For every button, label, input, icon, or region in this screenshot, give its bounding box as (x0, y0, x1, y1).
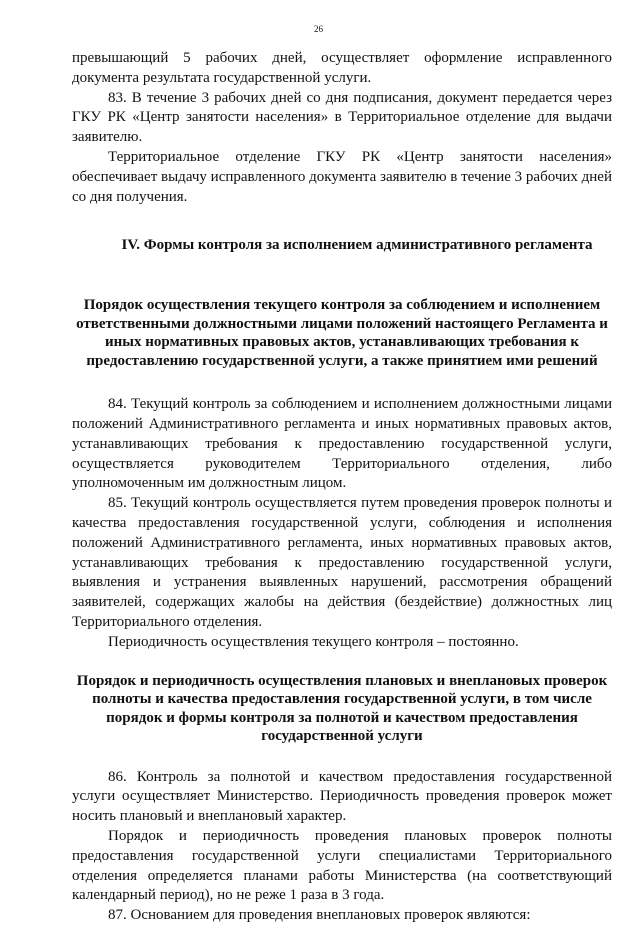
paragraph-periodicity: Периодичность осуществления текущего контроля – постоянно. (108, 633, 519, 650)
paragraph-84: 84. Текущий контроль за соблюдением и исполнением должностными лицами положений Административного регламента и иных нормативных правовых актов, устанавливающих требования к предоставлению государственной услуги, осуществляется руководителем Территориального отделения, либо уполномоченным им должностным лицом. (72, 396, 612, 492)
paragraph-87: 87. Основанием для проведения внеплановых проверок являются: (108, 907, 531, 924)
paragraph-85: 85. Текущий контроль осуществляется путем проведения проверок полноты и качества предоставления государственной услуги, соблюдения и исполнения положений Административного регламента, иных нормативных правовых актов, устанавливающих требования к предоставлению государственной услуги, выявления и устранения выявленных нарушений, рассмотрения обращений заявителей, содержащих жалобы на действия (бездействие) должностных лиц Территориального отделения. (72, 495, 612, 630)
subsection-title-inspections: Порядок и периодичность осуществления плановых и внеплановых проверок полноты и качества предоставления государственной услуги, в том числе порядок и формы контроля за полнотой и качеством предоставления государственной услуги (76, 672, 608, 745)
page-number: 26 (314, 24, 323, 34)
paragraph-planned-inspections: Порядок и периодичность проведения плановых проверок полноты предоставления государственной услуги специалистами Территориального отделения определяется планами работы Министерства (на соответствующий календарный период), но не реже 1 раза в 3 года. (72, 827, 612, 904)
paragraph-territorial-office: Территориальное отделение ГКУ РК «Центр занятости населения» обеспечивает выдачу исправленного документа заявителю в течение 3 рабочих дней со дня получения. (72, 148, 612, 205)
section-title: IV. Формы контроля за исполнением административного регламента (121, 237, 593, 254)
document-body (72, 49, 612, 926)
paragraph-86: 86. Контроль за полнотой и качеством предоставления государственной услуги осуществляет Министерство. Периодичность проведения проверок может носить плановый и внеплановый характер. (72, 768, 612, 825)
paragraph-83: 83. В течение 3 рабочих дней со дня подписания, документ передается через ГКУ РК «Центр занятости населения» в Территориальное отделение для выдачи заявителю. (72, 89, 612, 146)
subsection-title-current-control: Порядок осуществления текущего контроля за соблюдением и исполнением ответственными должностными лицами положений настоящего Регламента и иных нормативных правовых актов, устанавливающих требования к предоставлению государственной услуги, а также принятием ими решений (76, 297, 608, 369)
paragraph-continuation: превышающий 5 рабочих дней, осуществляет оформление исправленного документа результата государственной услуги. (72, 50, 612, 86)
